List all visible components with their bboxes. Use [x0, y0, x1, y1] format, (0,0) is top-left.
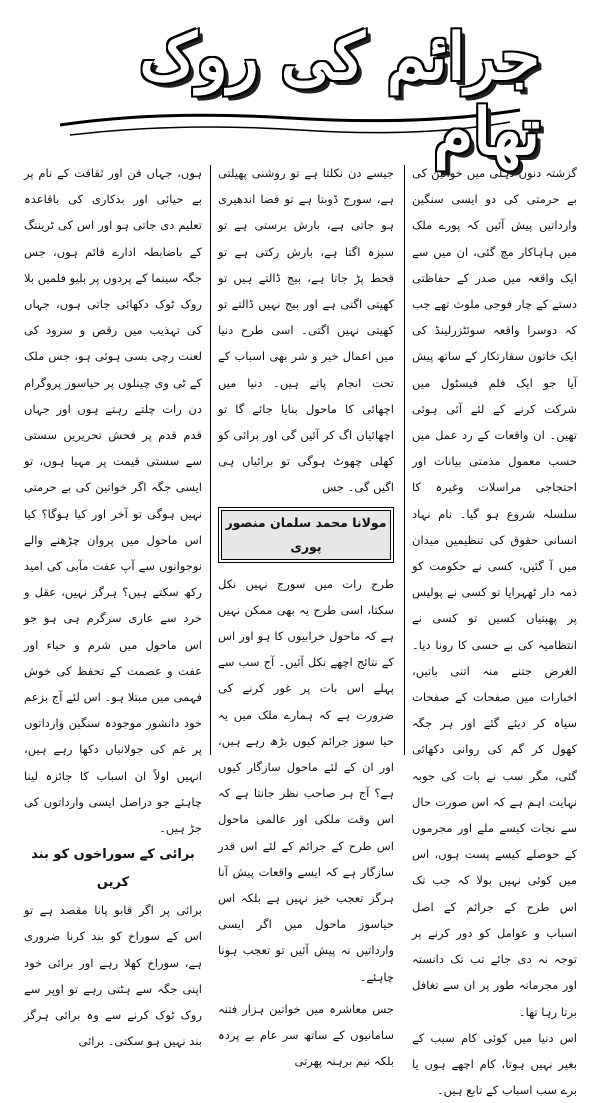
paragraph: گزشتہ دنوں دہلی میں خواتین کی بے حرمتی کی دو ایسی سنگین وارداتیں پیش آئیں کہ پورے ملک میں ہاہاکار مچ گئی، ان میں سے ایک واقعہ میں صدر کے حفاظتی دستے کے چار فوجی ملوث تھے جب کہ دوسرا واقعہ سوئٹزرلینڈ کی ایک خاتون سفارتکار کے ساتھ پیش آیا جو ایک فلم فیسٹول میں شرکت کرنے کے لئے آئی ہوئی تھیں۔ ان واقعات کے رد عمل میں حسب معمول مذمتی بیانات اور احتجاجی مراسلات وغیرہ کا سلسلہ شروع ہو گیا۔ نام نہاد انسانی حقوق کی تنظیمیں میدان میں آ گئیں، کسی نے حکومت کو ذمہ دار ٹھہرایا تو کسی نے پولیس پر پھبتیاں کسیں تو کسی نے انتظامیہ کی بے حسی کا رونا دیا۔ الغرض جتنے منہ اتنی باتیں، اخبارات میں صفحات کے صفحات سیاہ کر دیئے گئے اور ہر جگہ کھول کر گم کی روانی دکھائی گئی، مگر سب نے بات کی جوبہ نہایت اہم ہے کہ اس صورت حال سے نجات کیسے ملے اور مجرموں کے حوصلے کیسے پست ہوں، اس میں کوئی نہیں بولا کہ جب تک اس طرح کے جرائم کے اصل اسباب و عوامل کو دور کرنے پر توجہ نہ دی جائے تب تک دانستہ اور مجرمانہ طور پر ان سے تغافل برتا رہا تھا۔	[412, 166, 577, 1019]
author-byline-box	[218, 507, 394, 563]
paragraph: جس معاشرہ میں خواتین ہزار فتنہ سامانیوں کے ساتھ سر عام بے پردہ بلکہ نیم برہنہ پھرتی	[218, 1001, 394, 1069]
column-right	[412, 160, 577, 1103]
paragraph: طرح رات میں سورج نہیں نکل سکتا، اسی طرح یہ بھی ممکن نہیں ہے کہ ماحول خرابیوں کا ہو اور اس کے نتائج اچھے نکل آئیں۔ آج سب سے پہلے اس بات پر غور کرنے کی ضرورت ہے کہ ہمارے ملک میں یہ حیا سوز جرائم کیوں بڑھ رہے ہیں، اور ان کے لئے ماحول سازگار کیوں ہے؟ آج ہر صاحب نظر جانتا ہے کہ اس وقت ملکی اور عالمی ماحول اس طرح کے جرائم کے لئے اس قدر سازگار ہے کہ ایسے واقعات پیش آنا ہرگز تعجب خیز نہیں ہے بلکہ اس حیاسوز ماحول میں اگر ایسی وارداتیں نہ پیش آئیں تو تعجب ہونا چاہئے۔	[218, 576, 394, 984]
column-middle	[218, 160, 394, 1075]
paragraph: جیسے دن نکلتا ہے تو روشنی پھیلتی ہے، سورج ڈوبتا ہے تو فضا اندھیری ہو جاتی ہے، بارش برستی ہے تو سبزہ اگتا ہے، بارش رکتی ہے تو قحط پڑ جاتا ہے، بیج ڈالتے ہیں تو کھیتی اگتی ہے اور بیج نہیں ڈالتے تو کھیتی نہیں اگتی۔ اسی طرح دنیا میں اعمال خیر و شر بھی اسباب کے تحت انجام پاتے ہیں۔ دنیا میں اچھائی کا ماحول بنایا جائے گا تو اچھائیاں اگ کر آئیں گی اور برائی کو کھلی چھوٹ ہوگی تو برائیاں ہی اگیں گی۔ جس	[218, 166, 394, 495]
author-byline: مولانا محمد سلمان منصور پوری	[221, 510, 391, 560]
paragraph: برائی پر اگر قابو پانا مقصد ہے تو اس کے سوراخ کو بند کرنا ضروری ہے، سوراخ کھلا رہے اور برائی خود اپنی جگہ سے ہٹتی رہے تو اوپر سے روک ٹوک کرنے سے وہ برائی ہرگز بند نہیں ہو سکتی۔ برائی	[24, 903, 202, 1049]
section-subheading: برائی کے سوراخوں کو بند کریں	[31, 847, 195, 891]
paragraph: اس دنیا میں کوئی کام سبب کے بغیر نہیں ہوتا، کام اچھے ہوں یا برے سب اسباب کے تابع ہیں۔	[412, 1030, 577, 1098]
article-title-block	[40, 20, 540, 170]
article-title: جرائم کی روک تھام	[139, 20, 540, 170]
paragraph: ہوں، جہاں فن اور ثقافت کے نام پر بے حیائی اور بدکاری کی باقاعدہ تعلیم دی جاتی ہو اور اس کی ٹریننگ کے باضابطہ ادارے قائم ہوں، جس جگہ سینما کے پردوں پر بلیو فلمیں بلا روک ٹوک دکھائی جاتی ہوں، جہاں کی تہذیب میں رقص و سرود کی لعنت رچی بسی ہوئی ہو، جس ملک کے ٹی وی چینلوں پر حیاسوز پروگرام دن رات چلتے رہتے ہوں اور جہاں قدم قدم پر فحش تحریریں سستی سے سستی قیمت پر مہیا ہوں، تو ایسی جگہ اگر خواتین کی بے حرمتی نہیں ہوگی تو آخر اور کیا ہوگا؟ کیا اس ماحول میں پروان چڑھنے والے نوجوانوں سے آپ عفت مآبی کی امید رکھ سکتے ہیں؟ ہرگز نہیں، عقل و خرد سے عاری سرگرم ہی ہو جو اس ماحول میں شرم و حیاء اور عفت و عصمت کے تحفظ کی خوش فہمی میں مبتلا ہو۔ اس لئے آج بزعم خود دانشور موجودہ سنگین وارداتوں پر غم کی جولانیاں دکھا رہے ہیں، انہیں اولاً ان اسباب کا جائزہ لینا چاہئے جو دراصل ایسی وارداتوں کی جڑ ہیں۔	[24, 166, 202, 836]
column-divider	[210, 165, 211, 755]
column-left	[24, 160, 202, 1055]
column-divider	[404, 165, 405, 755]
